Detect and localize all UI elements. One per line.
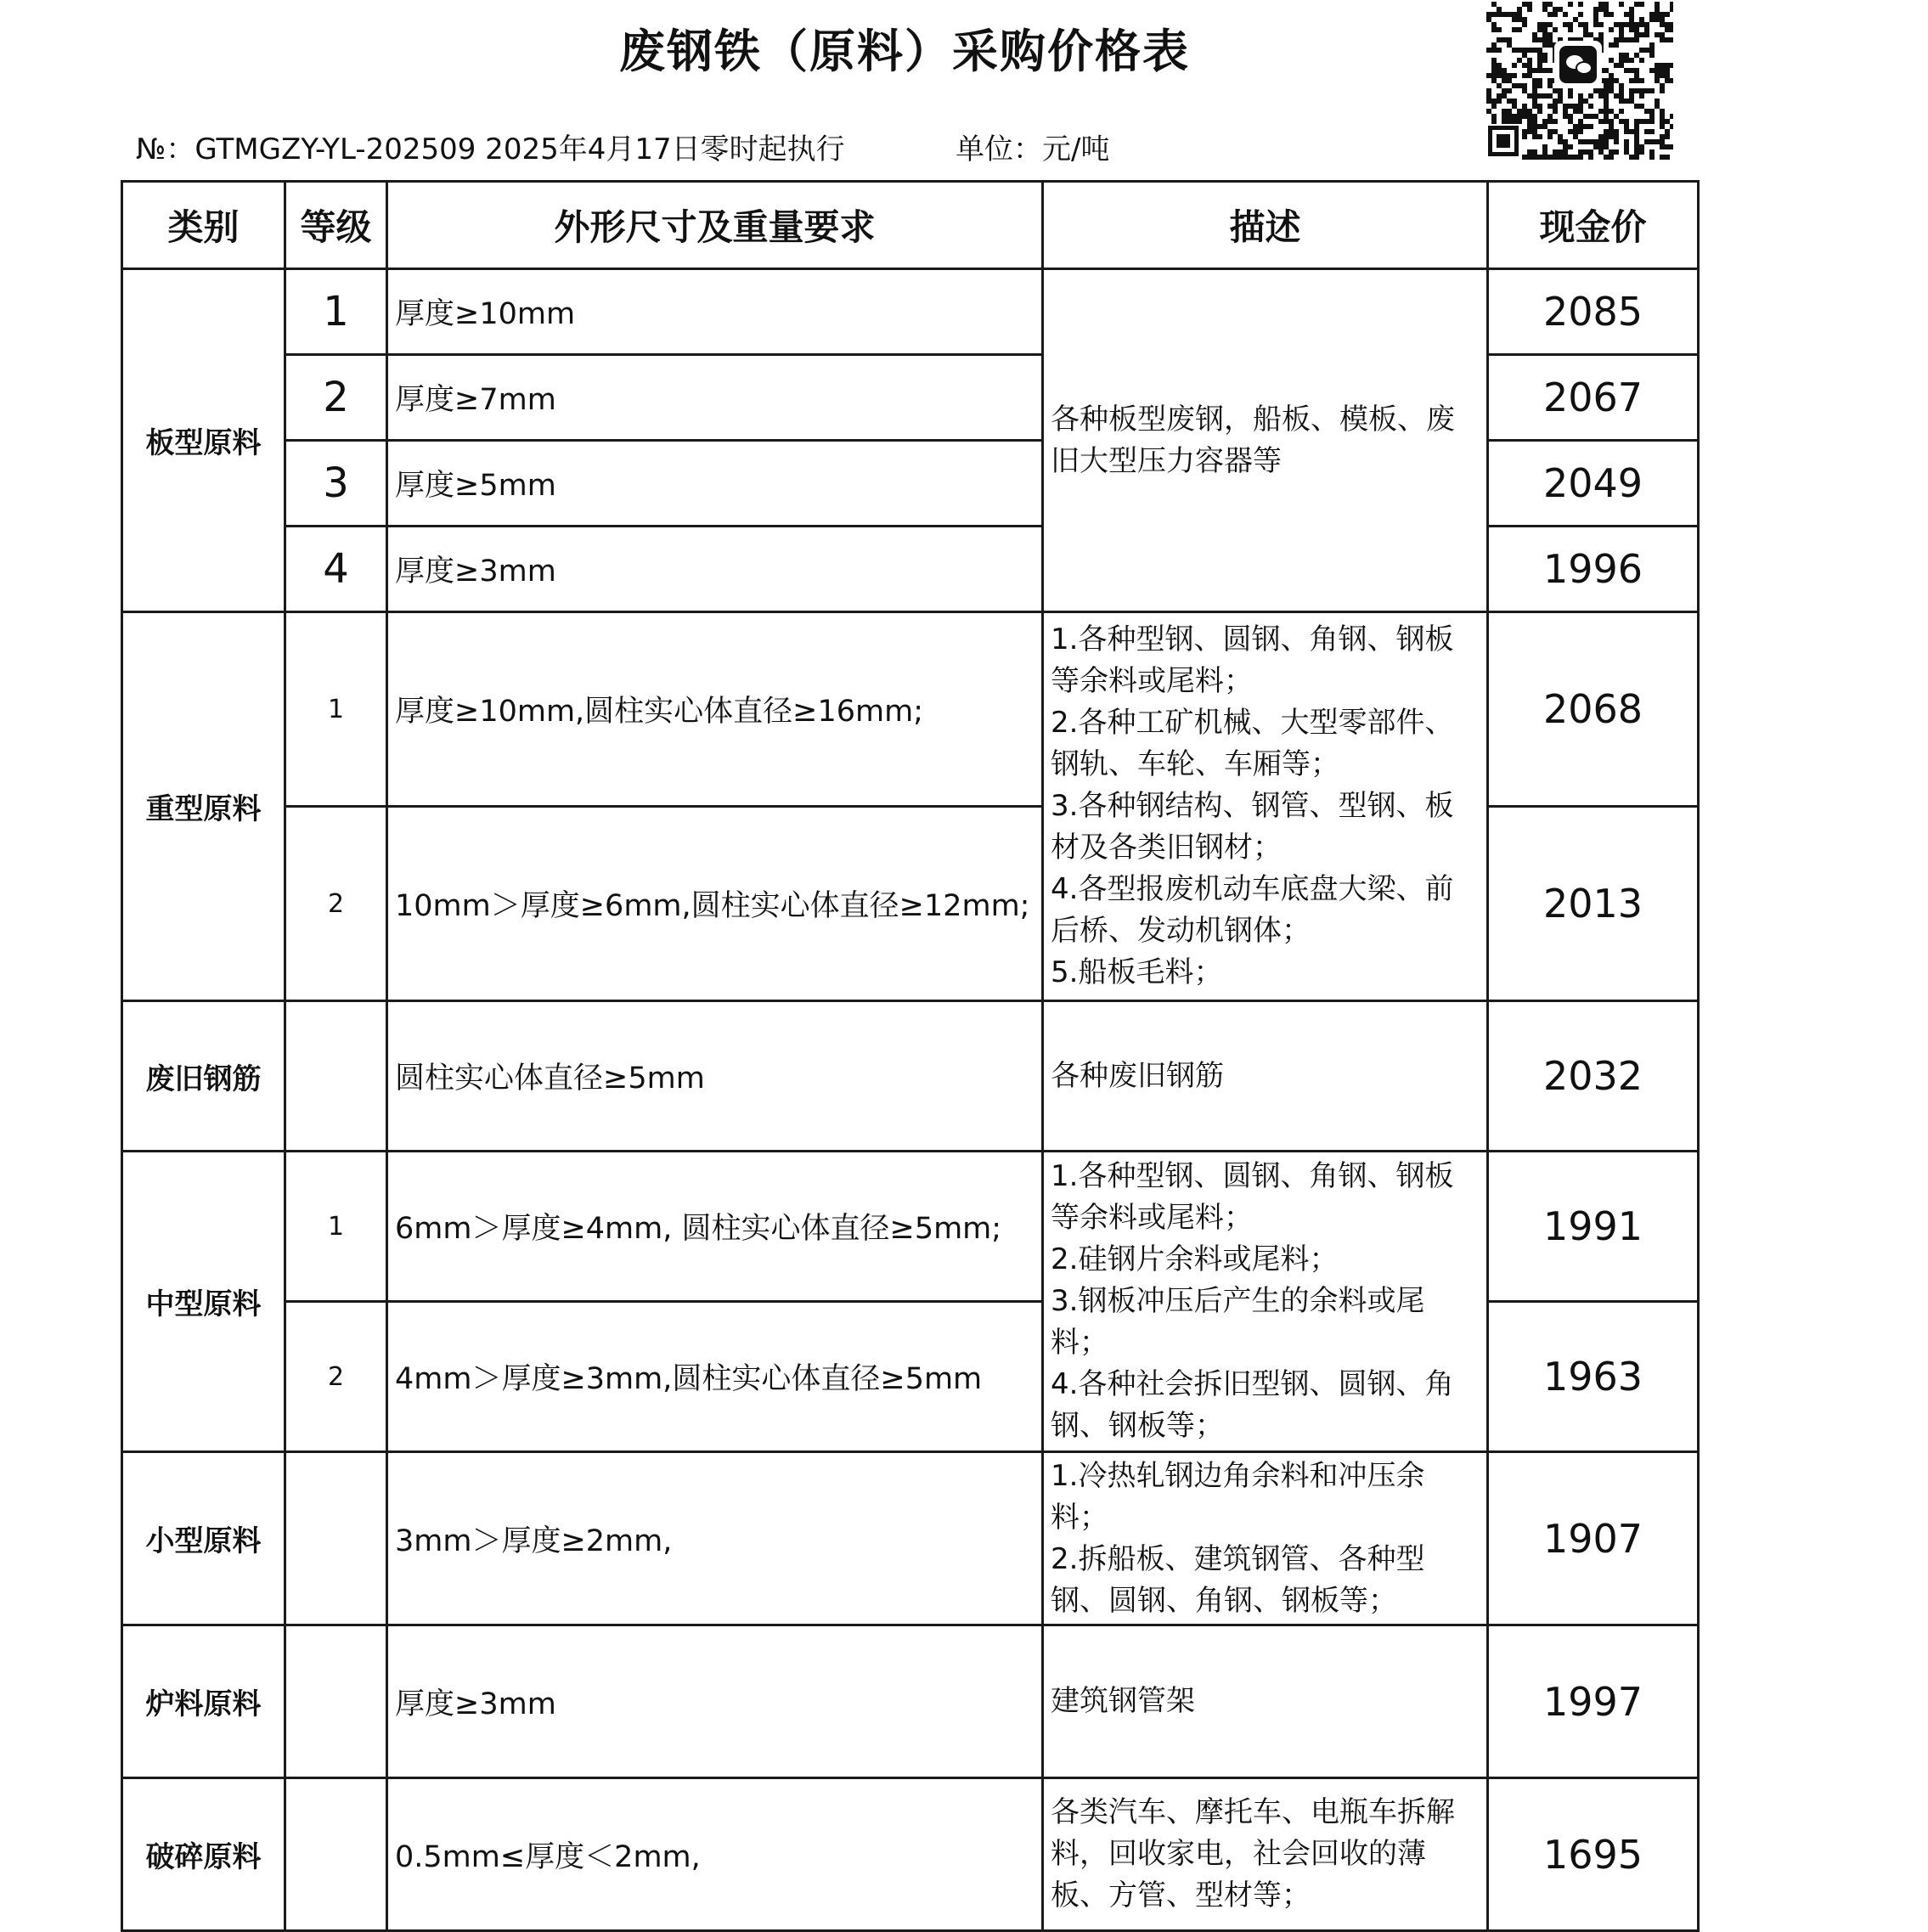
- description-cell: 各种板型废钢，船板、模板、废旧大型压力容器等: [1043, 269, 1488, 612]
- description-line: 1.各种型钢、圆钢、角钢、钢板等余料或尾料；: [1051, 622, 1454, 698]
- description-line: 3.钢板冲压后产生的余料或尾料；: [1051, 1284, 1425, 1360]
- category-cell: 中型原料: [122, 1152, 285, 1452]
- page-title: 废钢铁（原料）采购价格表: [619, 25, 1190, 78]
- description-cell: [1043, 1152, 1488, 1452]
- price-cell: 1695: [1488, 1778, 1699, 1931]
- price-cell: 2013: [1488, 807, 1699, 1001]
- price-cell: 2049: [1488, 441, 1699, 527]
- price-cell: 1997: [1488, 1625, 1699, 1778]
- table-row: [122, 612, 1699, 807]
- description-cell: [1043, 612, 1488, 1001]
- description-line: 1.冷热轧钢边角余料和冲压余料；: [1051, 1458, 1425, 1535]
- grade-cell: 1: [285, 1152, 387, 1302]
- grade-cell: 2: [285, 1302, 387, 1452]
- requirement-cell: 厚度≥7mm: [387, 355, 1043, 441]
- description-line: 4.各型报废机动车底盘大梁、前后桥、发动机钢体；: [1051, 872, 1454, 948]
- table-row: [122, 269, 1699, 355]
- grade-cell: [285, 1778, 387, 1931]
- requirement-cell: 10mm＞厚度≥6mm,圆柱实心体直径≥12mm;: [387, 807, 1043, 1001]
- description-line: 5.船板毛料；: [1051, 955, 1223, 989]
- unit-label: 单位：元/吨: [956, 132, 1110, 166]
- requirement-cell: 厚度≥5mm: [387, 441, 1043, 527]
- requirement-cell: 0.5mm≤厚度＜2mm,: [387, 1778, 1043, 1931]
- requirement-cell: 厚度≥10mm,圆柱实心体直径≥16mm;: [387, 612, 1043, 807]
- description-line: 2.拆船板、建筑钢管、各种型钢、圆钢、角钢、钢板等；: [1051, 1541, 1425, 1618]
- category-cell: 破碎原料: [122, 1778, 285, 1931]
- description-cell: 建筑钢管架: [1043, 1625, 1488, 1778]
- requirement-cell: 厚度≥10mm: [387, 269, 1043, 355]
- description-line: 2.硅钢片余料或尾料；: [1051, 1242, 1339, 1276]
- description-cell: 各种废旧钢筋: [1043, 1001, 1488, 1152]
- grade-cell: [285, 1625, 387, 1778]
- table-header-row: [122, 182, 1699, 269]
- grade-cell: [285, 1452, 387, 1625]
- requirement-cell: 4mm＞厚度≥3mm,圆柱实心体直径≥5mm: [387, 1302, 1043, 1452]
- description-line: 1.各种型钢、圆钢、角钢、钢板等余料或尾料；: [1051, 1159, 1454, 1235]
- category-cell: 炉料原料: [122, 1625, 285, 1778]
- requirement-cell: 6mm＞厚度≥4mm, 圆柱实心体直径≥5mm;: [387, 1152, 1043, 1302]
- header-category: 类别: [122, 182, 285, 269]
- qr-code-icon: [1485, 0, 1673, 161]
- table-row: [122, 1001, 1699, 1152]
- header-requirement: 外形尺寸及重量要求: [387, 182, 1043, 269]
- description-cell: [1043, 1452, 1488, 1625]
- grade-cell: 2: [285, 807, 387, 1001]
- table-row: [122, 1152, 1699, 1302]
- header-description: 描述: [1043, 182, 1488, 269]
- header-price: 现金价: [1488, 182, 1699, 269]
- requirement-cell: 厚度≥3mm: [387, 527, 1043, 612]
- grade-cell: 3: [285, 441, 387, 527]
- grade-cell: 1: [285, 612, 387, 807]
- description-line: 3.各种钢结构、钢管、型钢、板材及各类旧钢材；: [1051, 789, 1454, 865]
- requirement-cell: 3mm＞厚度≥2mm,: [387, 1452, 1043, 1625]
- requirement-cell: 厚度≥3mm: [387, 1625, 1043, 1778]
- price-cell: 1996: [1488, 527, 1699, 612]
- description-line: 2.各种工矿机械、大型零部件、钢轨、车轮、车厢等；: [1051, 706, 1454, 781]
- requirement-cell: 圆柱实心体直径≥5mm: [387, 1001, 1043, 1152]
- price-cell: 2032: [1488, 1001, 1699, 1152]
- price-cell: 2068: [1488, 612, 1699, 807]
- category-cell: 废旧钢筋: [122, 1001, 285, 1152]
- description-cell: 各类汽车、摩托车、电瓶车拆解料，回收家电，社会回收的薄板、方管、型材等；: [1043, 1778, 1488, 1931]
- category-cell: 小型原料: [122, 1452, 285, 1625]
- table-row: [122, 1625, 1699, 1778]
- price-cell: 1991: [1488, 1152, 1699, 1302]
- price-cell: 1907: [1488, 1452, 1699, 1625]
- grade-cell: 2: [285, 355, 387, 441]
- table-row: [122, 1452, 1699, 1625]
- category-cell: 重型原料: [122, 612, 285, 1001]
- description-line: 4.各种社会拆旧型钢、圆钢、角钢、钢板等；: [1051, 1367, 1454, 1443]
- grade-cell: 1: [285, 269, 387, 355]
- price-cell: 1963: [1488, 1302, 1699, 1452]
- price-table: [121, 180, 1700, 1932]
- grade-cell: [285, 1001, 387, 1152]
- grade-cell: 4: [285, 527, 387, 612]
- header-grade: 等级: [285, 182, 387, 269]
- price-cell: 2085: [1488, 269, 1699, 355]
- price-cell: 2067: [1488, 355, 1699, 441]
- table-row: [122, 1778, 1699, 1931]
- document-number: №：GTMGZY-YL-202509 2025年4月17日零时起执行: [136, 132, 845, 166]
- category-cell: 板型原料: [122, 269, 285, 612]
